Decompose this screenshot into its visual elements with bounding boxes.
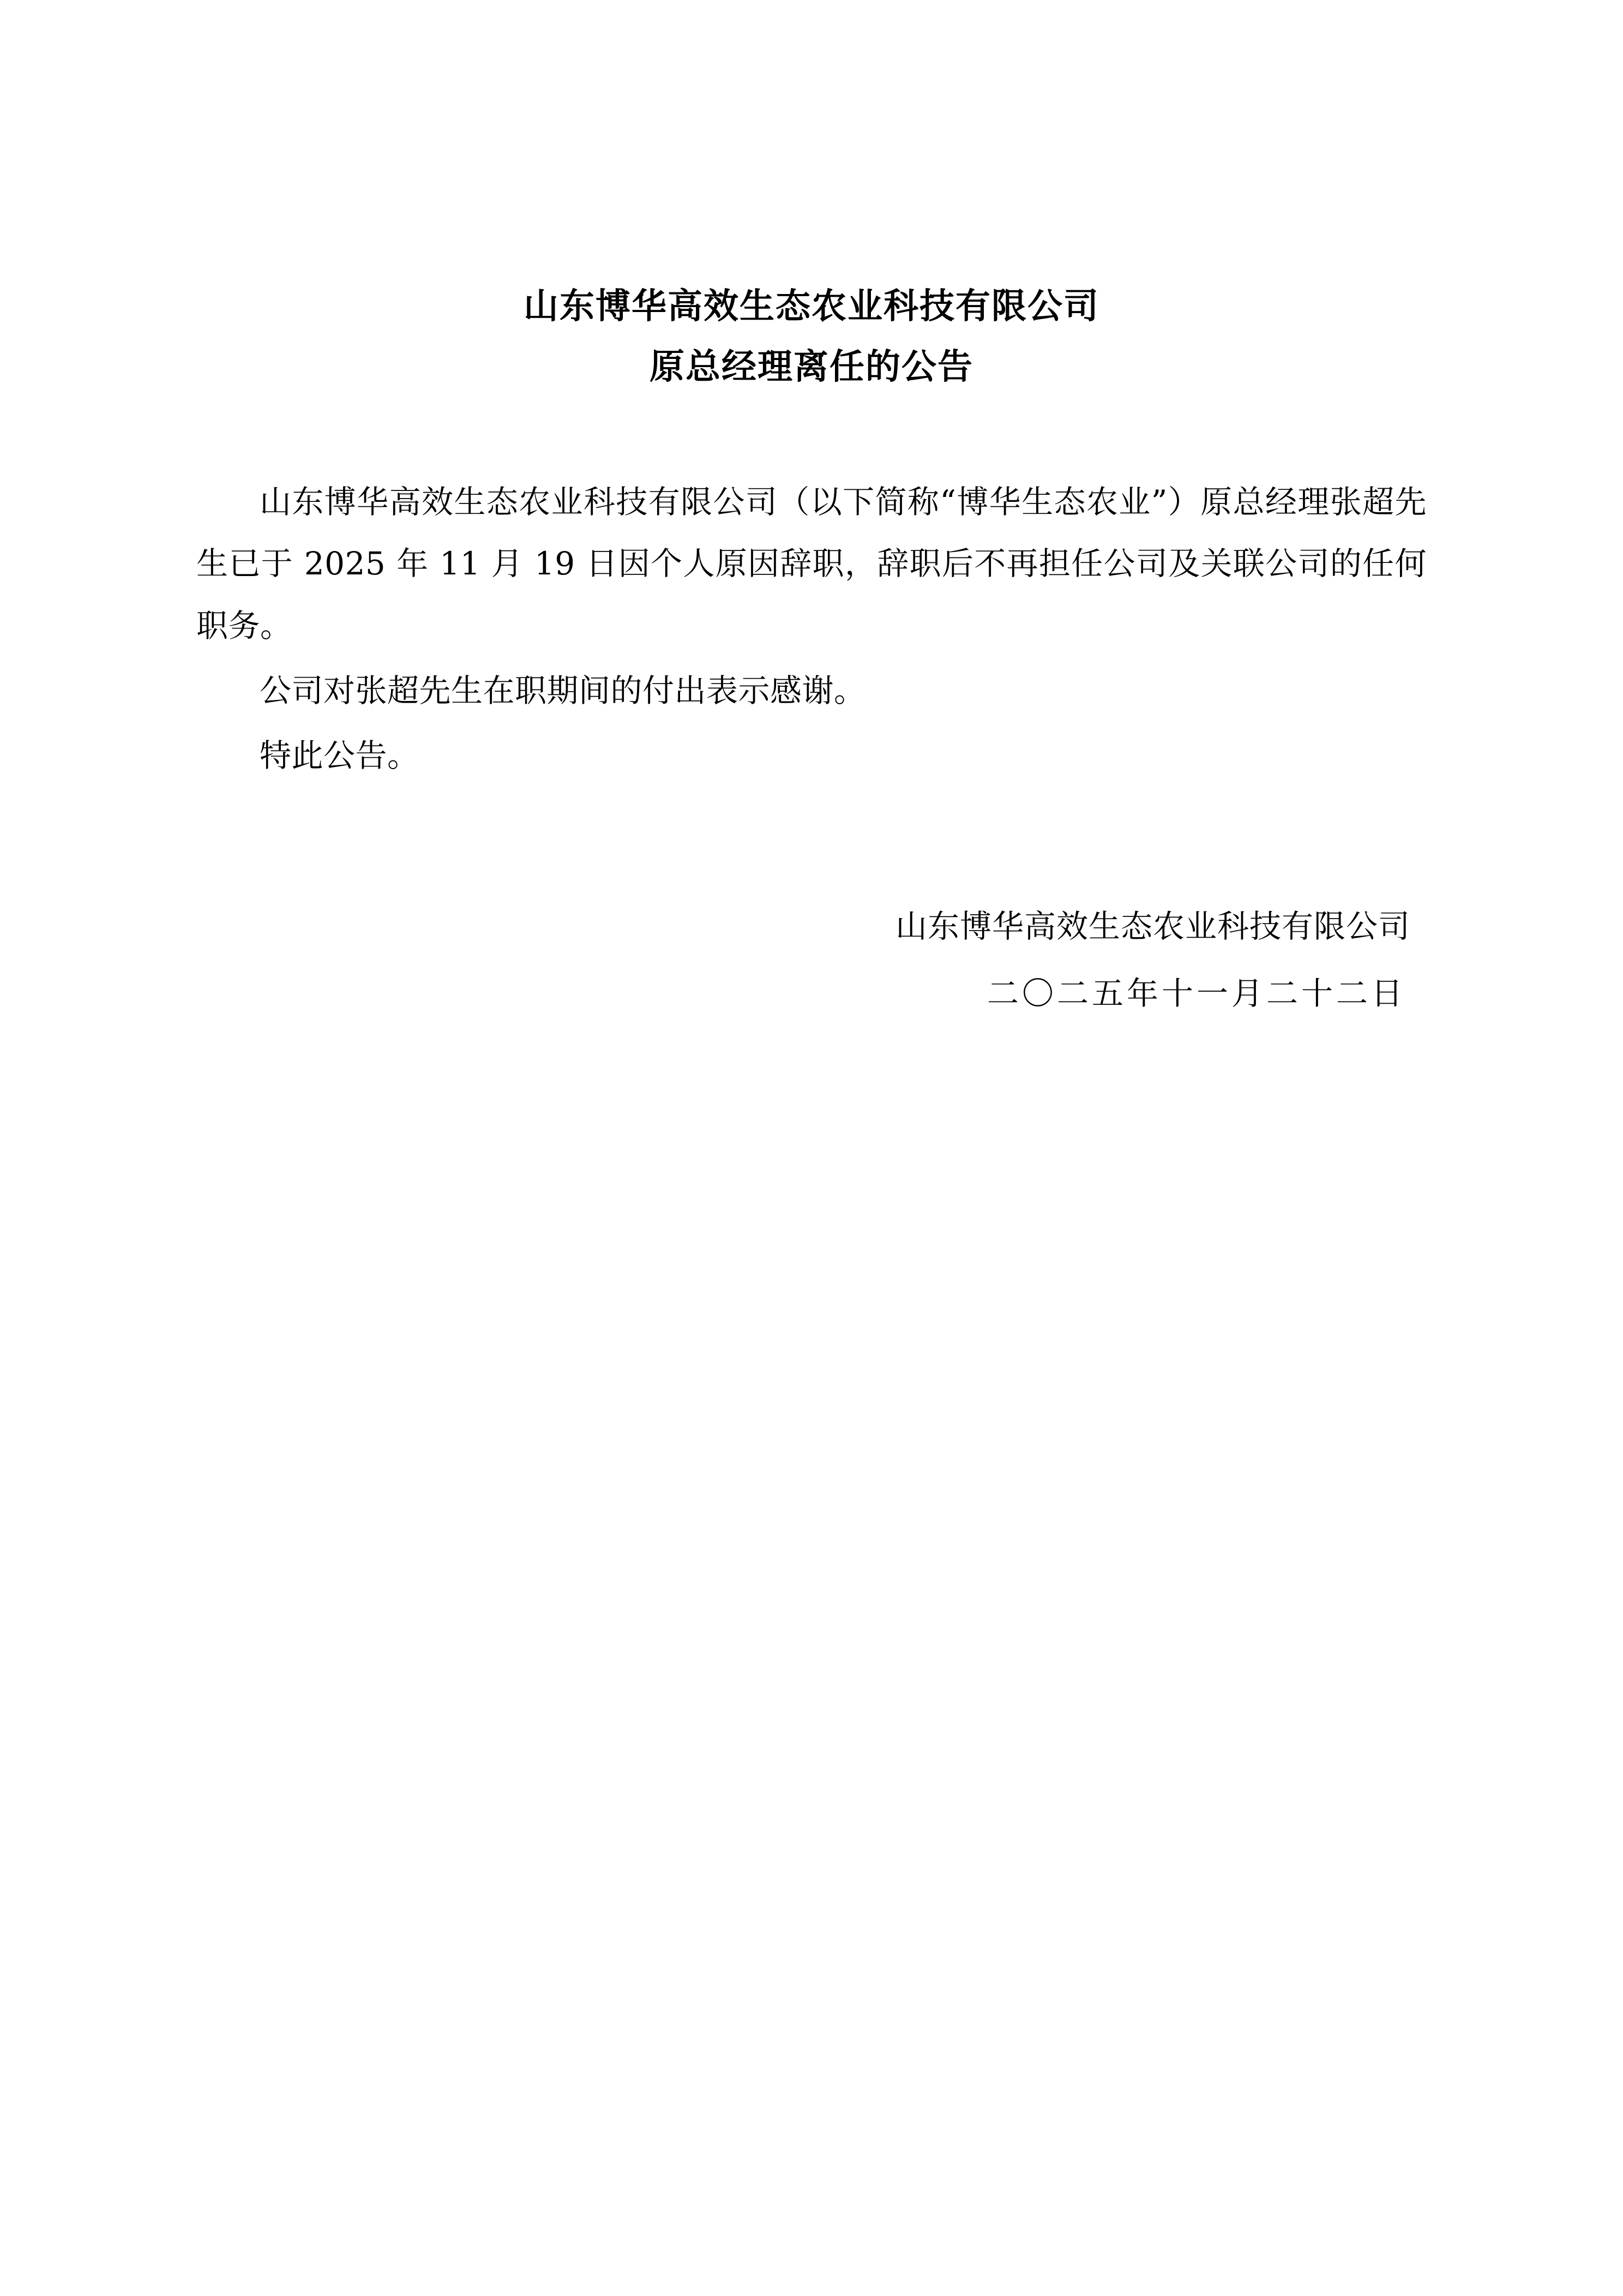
- signature-company: 山东博华高效生态农业科技有限公司: [895, 907, 1410, 945]
- body-paragraph-2: 公司对张超先生在职期间的付出表示感谢。: [260, 672, 866, 709]
- signature-date: 二〇二五年十一月二十二日: [987, 974, 1406, 1012]
- body-paragraph-1: 山东博华高效生态农业科技有限公司（以下简称“博华生态农业”）原总经理张超先生已于 2025 年 11 月 19 日因个人原因辞职，辞职后不再担任公司及关联公司的任何职务。: [196, 483, 1427, 644]
- document-content: [196, 0, 1427, 1030]
- title-line-1: 山东博华高效生态农业科技有限公司: [524, 286, 1099, 327]
- body-paragraph-3: 特此公告。: [260, 736, 419, 774]
- document-body: [196, 471, 1427, 786]
- signature-block: [196, 896, 1427, 1024]
- document-title: [196, 284, 1427, 389]
- title-line-2: 原总经理离任的公告: [650, 346, 973, 388]
